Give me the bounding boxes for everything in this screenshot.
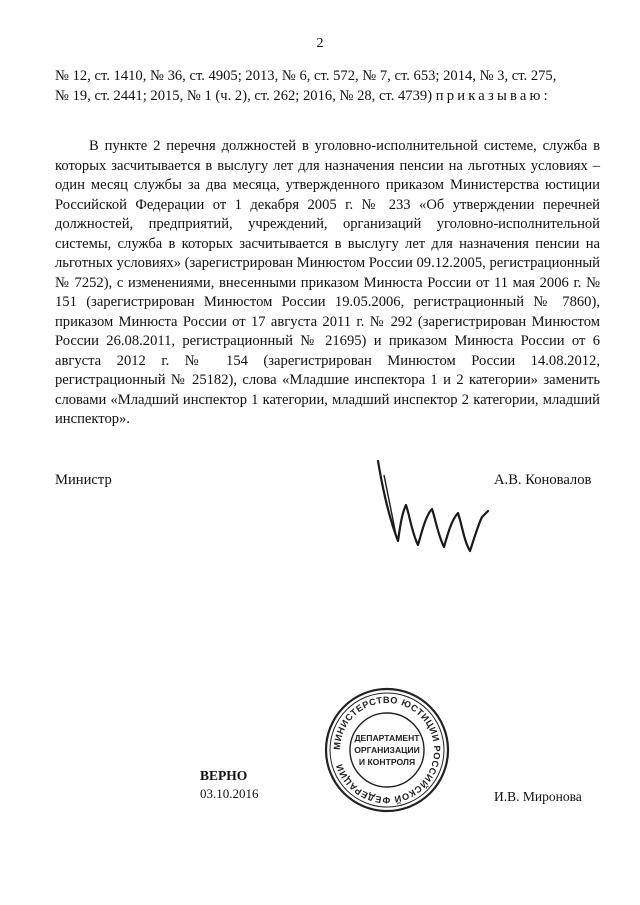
- page-number: 2: [316, 36, 324, 51]
- order-word: приказываю:: [435, 87, 551, 104]
- minister-title: Министр: [55, 472, 112, 488]
- minister-signature: [370, 455, 510, 575]
- stamp-ring-text: МИНИСТЕРСТВО ЮСТИЦИИ РОССИЙСКОЙ ФЕДЕРАЦИИ: [331, 694, 443, 806]
- certifier-name: И.В. Миронова: [494, 789, 582, 804]
- body-paragraph: В пункте 2 перечня должностей в уголовно-исполнительной системе, служба в которых засчитывается в выслугу лет для назначения пенсии на льготных условиях – один месяц службы за два месяца, утвержденного приказом Министерства юстиции Российской Федерации от 1 декабря 2005 г. № 233 «Об утверждении перечней должностей, предприятий, учреждений, организаций уголовно-исполнительной системы, служба в которых засчитывается в выслугу лет для назначения пенсии на льготных условиях» (зарегистрирован Минюстом России 09.12.2005, регистрационный № 7252), с изменениями, внесенными приказом Минюста России от 11 мая 2006 г. № 151 (зарегистрирован Минюстом России 19.05.2006, регистрационный № 7860), приказом Минюста России от 17 августа 2011 г. № 292 (зарегистрирован Минюстом России 26.08.2011, регистрационный № 21695) и приказом Минюста России от 6 августа 2012 г. № 154 (зарегистрирован Минюстом России 14.08.2012, регистрационный № 25182), слова «Младшие инспектора 1 и 2 категории» заменить словами «Младший инспектор 1 категории, младший инспектор 2 категории, младший инспектор».: [55, 138, 600, 427]
- minister-name: А.В. Коновалов: [494, 472, 592, 488]
- intro-line-1: № 12, ст. 1410, № 36, ст. 4905; 2013, № 6, ст. 572, № 7, ст. 653; 2014, № 3, ст. 275,: [55, 68, 557, 84]
- stamp-line-1: ДЕПАРТАМЕНТ: [354, 733, 420, 743]
- department-stamp: [322, 685, 452, 815]
- intro-line-2-text: № 19, ст. 2441; 2015, № 1 (ч. 2), ст. 262; 2016, № 28, ст. 4739): [55, 87, 433, 104]
- stamp-line-3: И КОНТРОЛЯ: [358, 757, 416, 767]
- intro-block: [55, 67, 600, 106]
- certified-label: ВЕРНО: [200, 768, 248, 783]
- certified-date: 03.10.2016: [200, 786, 259, 801]
- stamp-line-2: ОРГАНИЗАЦИИ: [354, 745, 420, 755]
- intro-line-2: [55, 87, 600, 107]
